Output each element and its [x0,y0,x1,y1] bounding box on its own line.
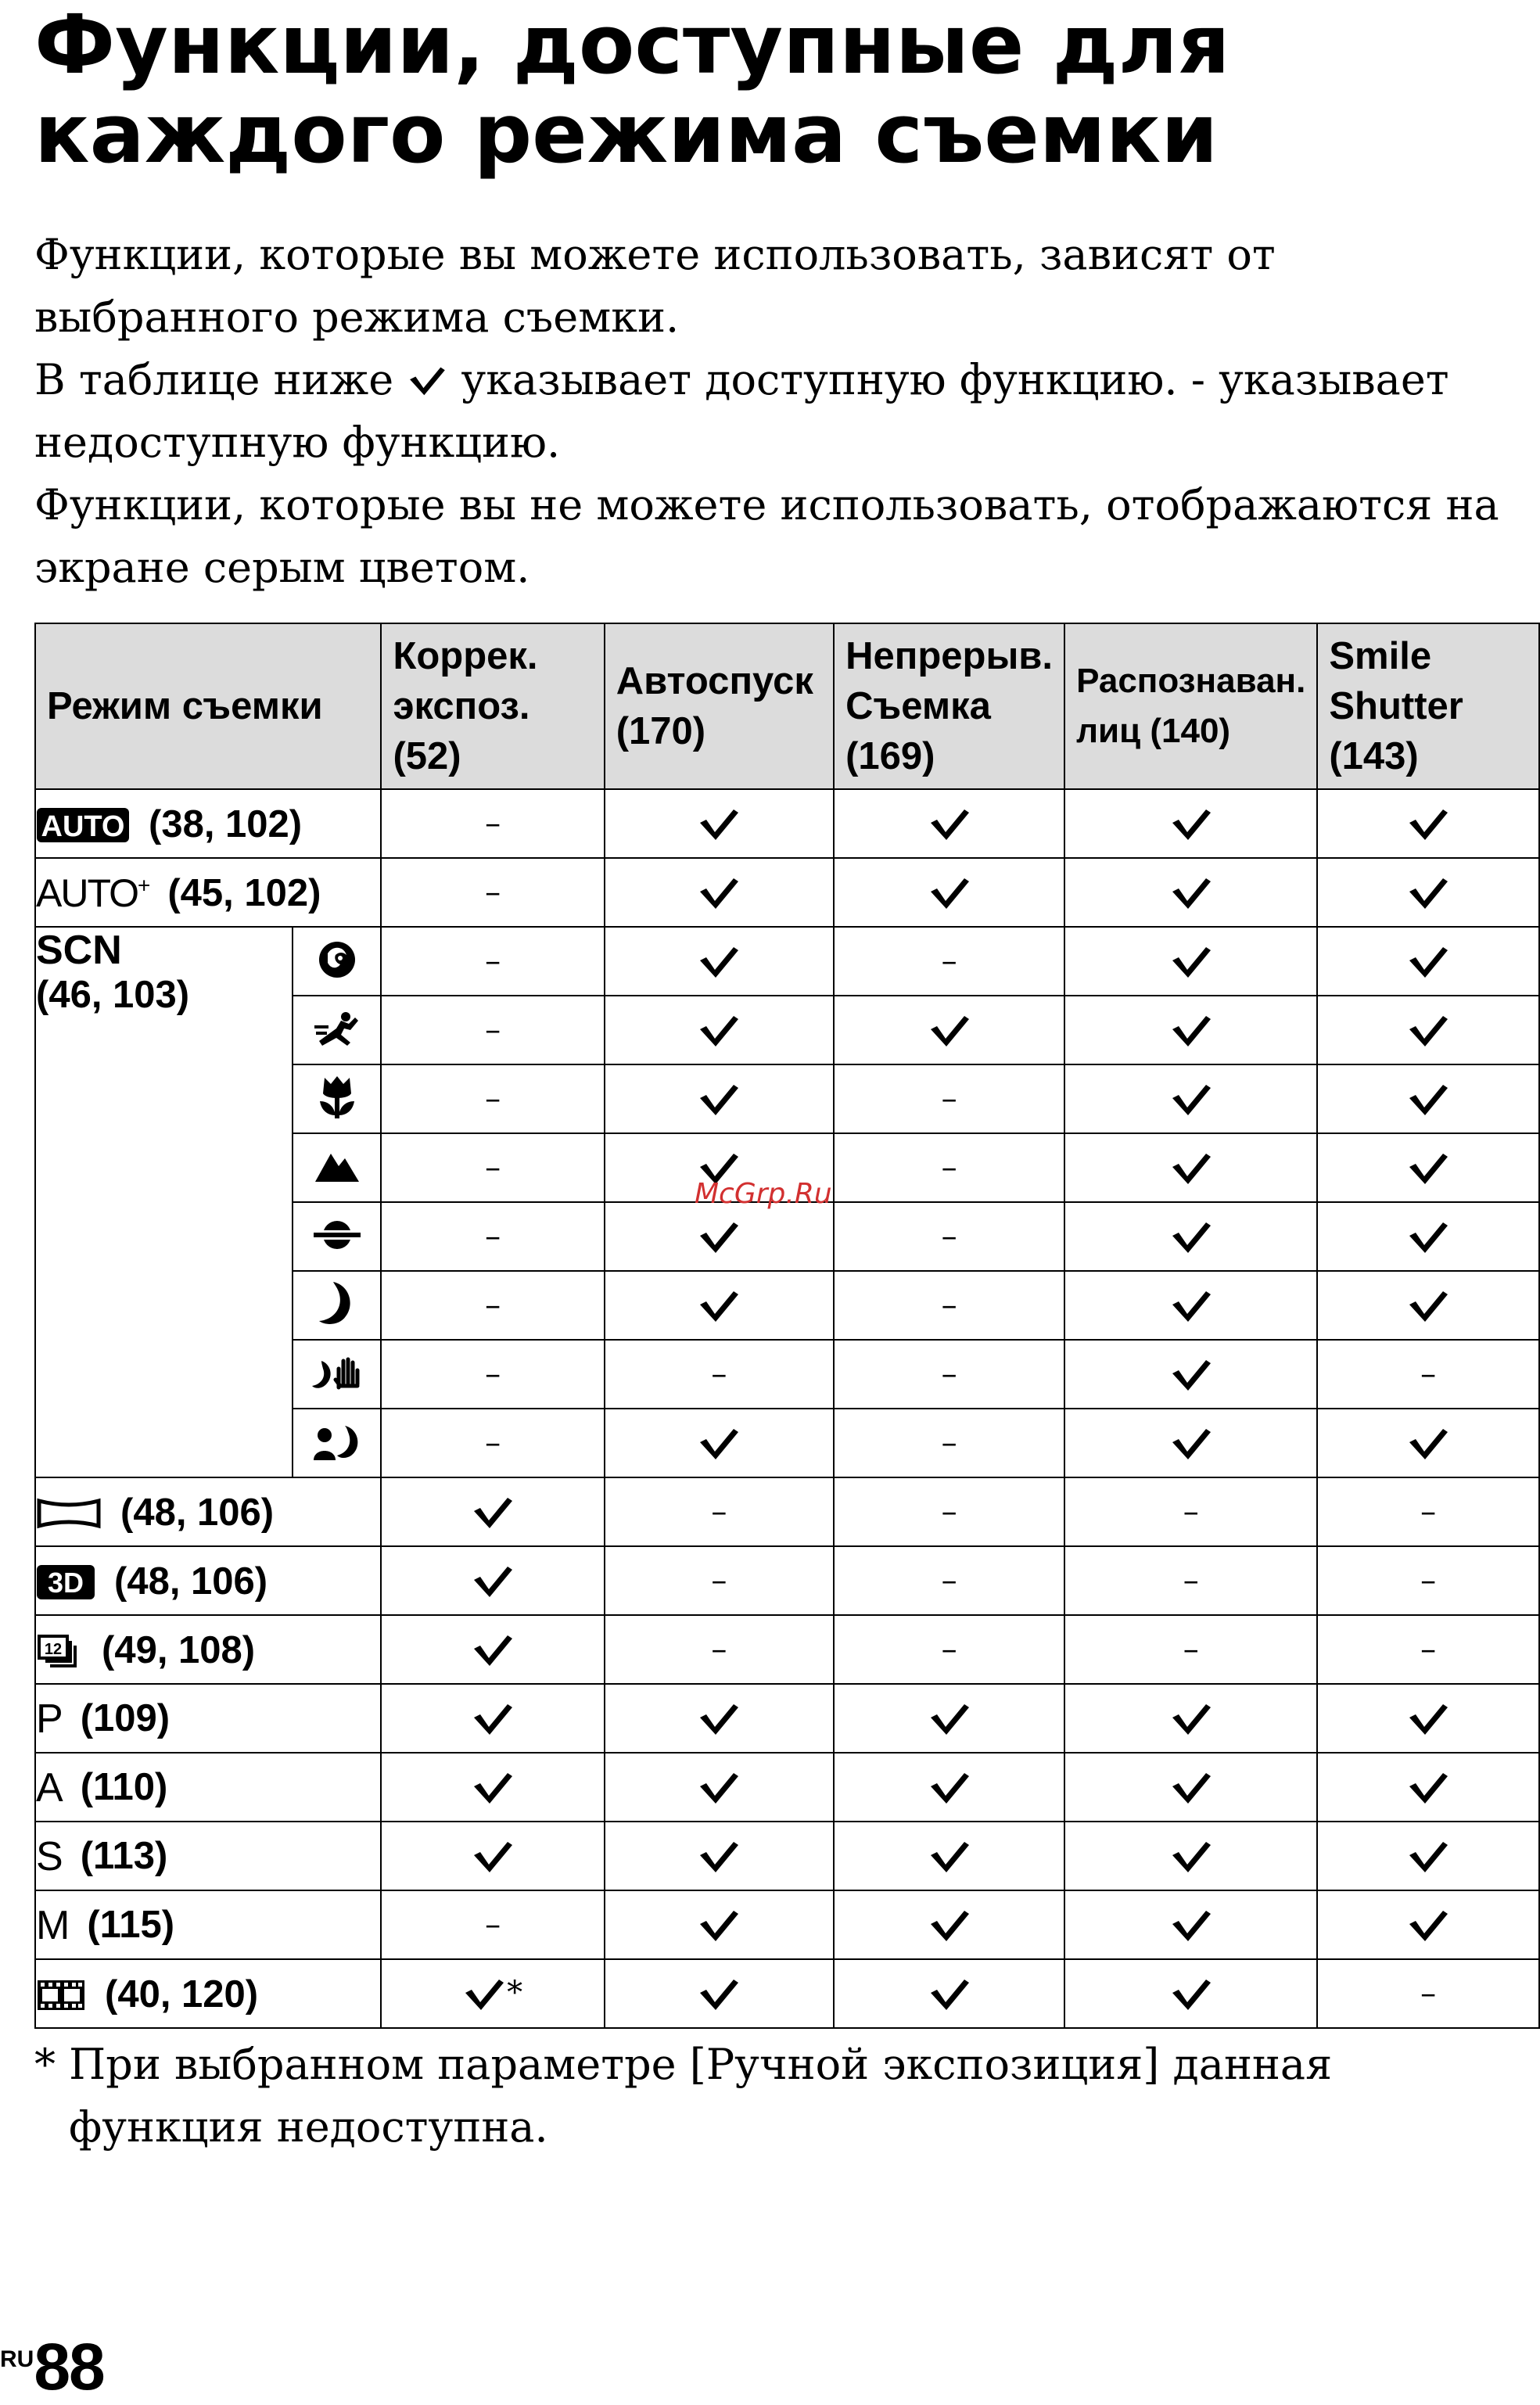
unavailable-dash: – [485,1356,501,1392]
table-row [35,789,1539,858]
cell-continuous [834,1822,1064,1890]
night-scene-icon [318,1280,357,1327]
header-face-detection: Распознаван. лиц (140) [1064,623,1317,789]
checkmark-icon [1170,1976,1212,2012]
cell-selftimer [605,1959,834,2028]
scn-mode-cell [35,927,293,1477]
auto-plus-mode-icon: AUTO+ [36,871,149,916]
mode-page-ref: (109) [80,1697,171,1740]
cell-exposure [381,927,604,996]
cell-face [1064,1822,1317,1890]
table-header-row [35,623,1539,789]
svg-text:AUTO: AUTO [41,809,125,843]
intro-paragraph-3: Функции, которые вы не можете использовать, отображаются на экране серым цветом. [34,480,1499,592]
cell-exposure [381,1753,604,1822]
unavailable-dash: – [711,1563,727,1599]
table-row [35,1753,1539,1822]
table-row [35,1477,1539,1546]
mode-cell [35,1753,381,1822]
table-row [35,1615,1539,1684]
cell-smile [1317,1753,1539,1822]
checkmark-icon [698,1219,740,1255]
cell-continuous [834,1133,1064,1202]
3d-panorama-icon [36,1564,95,1600]
cell-exposure [381,1133,604,1202]
cell-continuous [834,1753,1064,1822]
cell-continuous [834,927,1064,996]
checkmark-icon [698,875,740,911]
cell-selftimer [605,1477,834,1546]
mode-function-table [34,623,1540,2029]
cell-selftimer [605,996,834,1064]
cell-face [1064,1959,1317,2028]
cell-smile [1317,927,1539,996]
checkmark-icon [1170,1701,1212,1737]
header-mode: Режим съемки [35,623,381,789]
cell-exposure [381,1684,604,1753]
aperture-mode-letter: A [36,1764,63,1811]
page-language: RU [0,2346,34,2372]
cell-continuous [834,1684,1064,1753]
cell-exposure [381,1615,604,1684]
unavailable-dash: – [941,1425,957,1461]
cell-selftimer [605,1064,834,1133]
unavailable-dash: – [485,1219,501,1255]
unavailable-dash: – [485,874,501,910]
unavailable-dash: – [1420,1976,1437,2012]
unavailable-dash: – [485,806,501,842]
cell-smile [1317,1064,1539,1133]
cell-exposure [381,996,604,1064]
checkmark-icon [1170,806,1212,842]
cell-exposure [381,1959,604,2028]
checkmark-icon [698,1288,740,1324]
mode-page-ref: (113) [80,1835,168,1878]
title-line-2: каждого режима съемки [34,86,1219,181]
sunset-icon [312,1215,362,1255]
checkmark-icon [407,364,447,397]
intro-p2-after: указывает доступную функцию. - указывает недоступную функцию. [34,355,1449,467]
cell-selftimer [605,1615,834,1684]
unavailable-dash: – [941,1287,957,1323]
mode-cell [35,1959,381,2028]
header-selftimer: Автоспуск (170) [605,623,834,789]
program-mode-letter: P [36,1696,63,1742]
cell-continuous [834,1202,1064,1271]
scn-scene-cell [293,1340,381,1409]
unavailable-dash: – [941,1563,957,1599]
cell-continuous [834,1546,1064,1615]
unavailable-dash: – [485,1425,501,1461]
mode-cell [35,1546,381,1615]
cell-face [1064,1615,1317,1684]
cell-face [1064,1753,1317,1822]
checkmark-icon [1170,1288,1212,1324]
checkmark-icon [1407,1701,1449,1737]
sweep-panorama-icon [36,1498,102,1529]
checkmark-icon [928,1701,971,1737]
cell-exposure [381,1202,604,1271]
checkmark-icon [463,1976,505,2012]
svg-text:12: 12 [44,1640,63,1658]
cell-continuous [834,1477,1064,1546]
table-row [35,1684,1539,1753]
unavailable-dash: – [941,1081,957,1117]
unavailable-dash: – [941,1150,957,1186]
checkmark-icon [1170,1839,1212,1875]
cell-exposure [381,1409,604,1477]
checkmark-icon [1407,1839,1449,1875]
checkmark-icon [1170,1770,1212,1806]
footnote-line-2: функция недоступна. [69,2102,548,2152]
mode-page-ref: (38, 102) [149,803,303,846]
unavailable-dash: – [711,1494,727,1530]
cell-selftimer [605,1546,834,1615]
checkmark-icon [1407,806,1449,842]
checkmark-icon [698,944,740,980]
watermark: McGrp.Ru [695,1178,832,1210]
unavailable-dash: – [485,1907,501,1943]
cell-smile [1317,1615,1539,1684]
unavailable-dash: – [711,1356,727,1392]
mode-page-ref: (115) [87,1904,175,1947]
mode-page-ref: (45, 102) [167,872,321,915]
unavailable-dash: – [485,943,501,979]
cell-smile [1317,1822,1539,1890]
cell-smile [1317,1477,1539,1546]
mode-cell [35,1615,381,1684]
checkmark-icon [698,1908,740,1944]
cell-face [1064,927,1317,996]
cell-selftimer [605,1271,834,1340]
shutter-mode-letter: S [36,1833,63,1879]
cell-continuous [834,1890,1064,1959]
cell-smile [1317,1546,1539,1615]
cell-smile [1317,1271,1539,1340]
cell-face [1064,1133,1317,1202]
unavailable-dash: – [1183,1494,1199,1530]
cell-selftimer [605,1822,834,1890]
mode-page-ref: (49, 108) [102,1629,256,1672]
unavailable-dash: – [485,1012,501,1048]
auto-mode-icon [36,807,130,843]
mode-cell [35,1822,381,1890]
cell-selftimer [605,789,834,858]
cell-smile [1317,996,1539,1064]
mode-page-ref: (48, 106) [114,1560,268,1603]
checkmark-icon [1170,1082,1212,1118]
checkmark-icon [1170,1908,1212,1944]
cell-continuous [834,1959,1064,2028]
cell-smile [1317,1202,1539,1271]
cell-continuous [834,1271,1064,1340]
unavailable-dash: – [941,943,957,979]
unavailable-dash: – [941,1219,957,1255]
checkmark-icon [1407,1426,1449,1462]
cell-continuous [834,1615,1064,1684]
mode-cell [35,789,381,858]
checkmark-icon [472,1770,514,1806]
checkmark-icon [472,1495,514,1531]
table-row [35,1546,1539,1615]
cell-continuous [834,996,1064,1064]
checkmark-icon [698,1770,740,1806]
mode-page-ref: (40, 120) [105,1973,259,2016]
unavailable-dash: – [711,1631,727,1667]
cell-continuous [834,1064,1064,1133]
unavailable-dash: – [1183,1563,1199,1599]
checkmark-icon [698,1701,740,1737]
checkmark-icon [928,806,971,842]
unavailable-dash: – [941,1494,957,1530]
cell-smile [1317,1340,1539,1409]
checkmark-icon [698,1082,740,1118]
checkmark-icon [698,1839,740,1875]
cell-smile [1317,1409,1539,1477]
cell-smile [1317,858,1539,927]
checkmark-icon [928,1770,971,1806]
checkmark-icon [1407,1013,1449,1049]
mode-cell [35,1477,381,1546]
cell-face [1064,1064,1317,1133]
checkmark-icon [1170,1013,1212,1049]
checkmark-icon [928,1839,971,1875]
header-exposure: Коррек. экспоз. (52) [381,623,604,789]
page-title [34,0,1520,181]
checkmark-icon [472,1701,514,1737]
mode-cell [35,1890,381,1959]
checkmark-icon [1407,1082,1449,1118]
speed-priority-burst-icon [36,1633,83,1669]
checkmark-icon [928,875,971,911]
unavailable-dash: – [1420,1631,1437,1667]
intro-text [34,224,1536,599]
movie-film-icon [36,1979,86,2012]
checkmark-icon [698,1976,740,2012]
footnote-marker: * [507,1975,523,2012]
cell-face [1064,789,1317,858]
checkmark-icon [1170,1150,1212,1186]
cell-exposure [381,789,604,858]
footnote-line-1: * При выбранном параметре [Ручной экспозиция] данная [34,2040,1333,2089]
checkmark-icon [928,1908,971,1944]
unavailable-dash: – [1183,1631,1199,1667]
checkmark-icon [1170,1357,1212,1393]
mode-cell [35,858,381,927]
checkmark-icon [1170,1426,1212,1462]
unavailable-dash: – [1420,1563,1437,1599]
unavailable-dash: – [485,1287,501,1323]
page-number [0,2329,104,2405]
cell-continuous [834,789,1064,858]
mode-page-ref: (48, 106) [120,1491,275,1535]
checkmark-icon [1407,875,1449,911]
checkmark-icon [928,1976,971,2012]
cell-face [1064,1477,1317,1546]
scn-scene-cell [293,996,381,1064]
checkmark-icon [698,1426,740,1462]
table-row [35,858,1539,927]
cell-face [1064,1409,1317,1477]
portrait-icon [315,939,359,980]
scn-label: SCN [36,928,122,973]
title-line-1: Функции, доступные для [34,0,1230,92]
sports-icon [313,1010,361,1047]
table-row [35,1959,1539,2028]
checkmark-icon [1170,875,1212,911]
page-number-value: 88 [34,2330,104,2403]
checkmark-icon [698,806,740,842]
cell-face [1064,1684,1317,1753]
cell-exposure [381,1546,604,1615]
mode-page-ref: (46, 103) [36,974,190,1016]
checkmark-icon [928,1013,971,1049]
cell-exposure [381,1340,604,1409]
header-smile-shutter: Smile Shutter (143) [1317,623,1539,789]
cell-exposure [381,1271,604,1340]
checkmark-icon [472,1839,514,1875]
checkmark-icon [1407,944,1449,980]
landscape-icon [314,1149,361,1183]
scn-scene-cell [293,1133,381,1202]
cell-selftimer [605,1684,834,1753]
cell-face [1064,1546,1317,1615]
scn-scene-cell [293,927,381,996]
cell-face [1064,858,1317,927]
cell-smile [1317,1133,1539,1202]
cell-face [1064,1202,1317,1271]
cell-selftimer [605,1890,834,1959]
table-row [35,927,1539,996]
scn-scene-cell [293,1409,381,1477]
cell-continuous [834,858,1064,927]
svg-text:3D: 3D [47,1566,84,1599]
table-row [35,1822,1539,1890]
checkmark-icon [472,1632,514,1668]
cell-exposure [381,858,604,927]
unavailable-dash: – [1420,1356,1437,1392]
intro-p2-before: В таблице ниже [34,355,394,404]
cell-face [1064,1271,1317,1340]
unavailable-dash: – [485,1081,501,1117]
cell-face [1064,996,1317,1064]
cell-smile [1317,1684,1539,1753]
checkmark-icon [1407,1219,1449,1255]
unavailable-dash: – [485,1150,501,1186]
cell-face [1064,1340,1317,1409]
scn-scene-cell [293,1271,381,1340]
intro-paragraph-2 [34,349,1536,474]
intro-paragraph-1: Функции, которые вы можете использовать, зависят от выбранного режима съемки. [34,230,1276,342]
cell-exposure [381,1890,604,1959]
checkmark-icon [1407,1150,1449,1186]
night-portrait-icon [312,1421,362,1462]
mode-page-ref: (110) [80,1766,168,1809]
cell-exposure [381,1064,604,1133]
table-row [35,1890,1539,1959]
checkmark-icon [1170,1219,1212,1255]
cell-smile [1317,1890,1539,1959]
macro-icon [317,1075,357,1120]
cell-selftimer [605,858,834,927]
cell-continuous [834,1340,1064,1409]
cell-selftimer [605,1202,834,1271]
checkmark-icon [698,1013,740,1049]
cell-selftimer [605,1409,834,1477]
cell-selftimer [605,927,834,996]
cell-exposure [381,1822,604,1890]
scn-scene-cell [293,1064,381,1133]
manual-mode-letter: M [36,1902,70,1948]
cell-selftimer [605,1753,834,1822]
checkmark-icon [1407,1288,1449,1324]
checkmark-icon [1407,1908,1449,1944]
checkmark-icon [1407,1770,1449,1806]
cell-smile [1317,789,1539,858]
cell-selftimer [605,1340,834,1409]
checkmark-icon [1170,944,1212,980]
handheld-twilight-icon [312,1353,362,1392]
cell-exposure [381,1477,604,1546]
checkmark-icon [472,1563,514,1599]
cell-face [1064,1890,1317,1959]
cell-continuous [834,1409,1064,1477]
footnote [34,2033,1520,2159]
scn-scene-cell [293,1202,381,1271]
mode-cell [35,1684,381,1753]
unavailable-dash: – [941,1356,957,1392]
unavailable-dash: – [941,1631,957,1667]
cell-smile [1317,1959,1539,2028]
header-continuous: Непрерыв. Съемка (169) [834,623,1064,789]
unavailable-dash: – [1420,1494,1437,1530]
